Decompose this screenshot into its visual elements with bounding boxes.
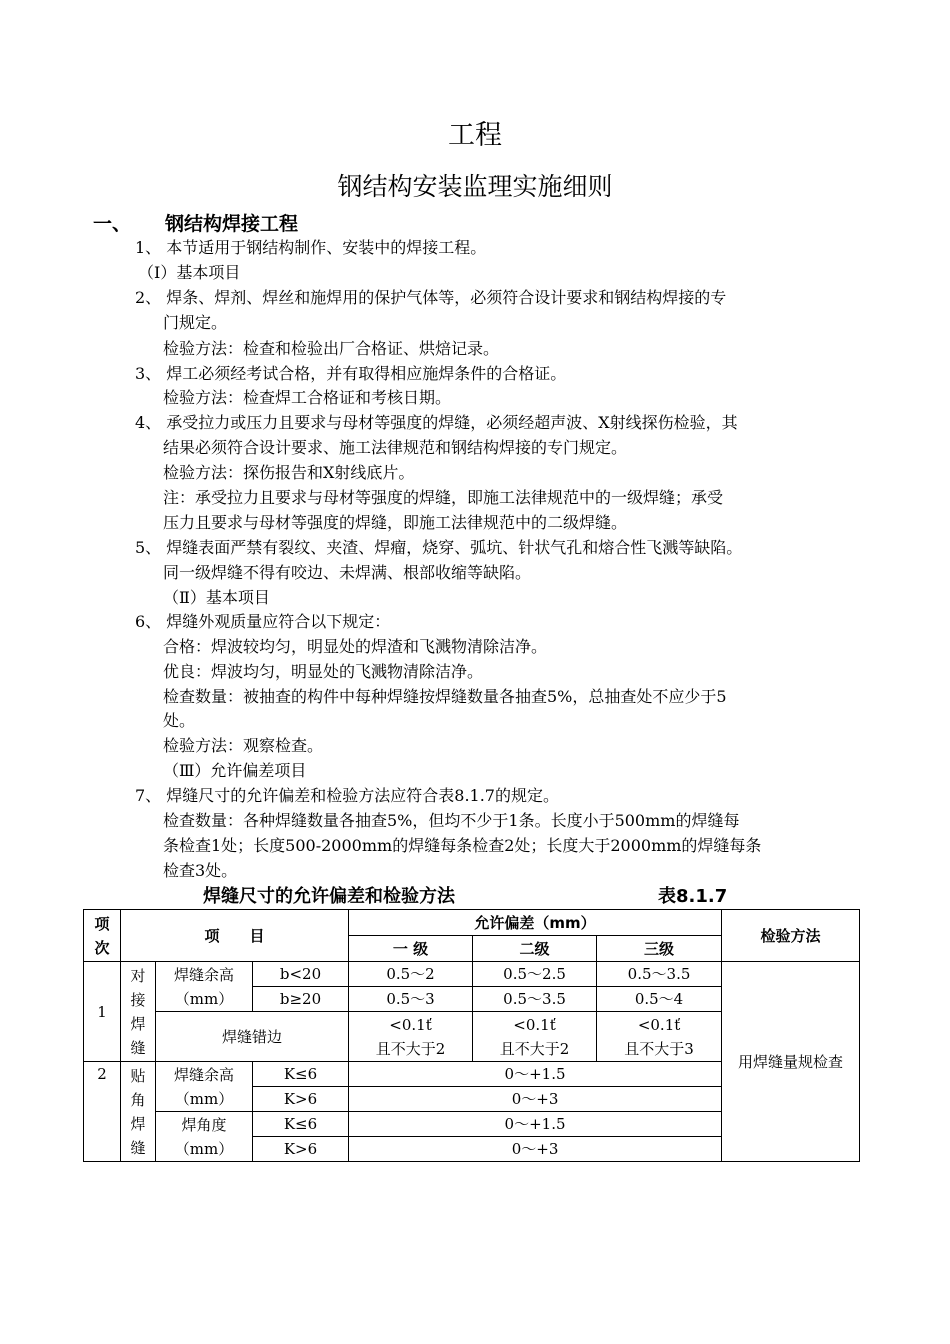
fillet-weld-label: 贴 角 焊 缝	[121, 1062, 156, 1162]
subsection-heading: （Ⅱ）基本项目	[163, 588, 270, 607]
text-line: 4、 承受拉力或压力且要求与母材等强度的焊缝，必须经超声波、X射线探伤检验，其	[135, 413, 738, 432]
fillet-reinforcement-label: 焊缝余高 （mm）	[156, 1062, 253, 1112]
cell-value: 0～+1.5	[349, 1062, 722, 1087]
cell-value: 0.5～2	[349, 962, 473, 987]
cell-value: 0.5～4	[597, 987, 722, 1012]
text-line: 检查数量：各种焊缝数量各抽查5%，但均不少于1条。长度小于500mm的焊缝每	[163, 811, 740, 830]
text-line: 压力且要求与母材等强度的焊缝，即施工法律规范中的二级焊缝。	[163, 513, 628, 532]
header-item: 项 目	[121, 910, 349, 962]
table-caption: 焊缝尺寸的允许偏差和检验方法	[203, 886, 455, 907]
text-line: 3、 焊工必须经考试合格，并有取得相应施焊条件的合格证。	[135, 364, 567, 383]
text-line: 5、 焊缝表面严禁有裂纹、夹渣、焊瘤，烧穿、弧坑、针状气孔和熔合性飞溅等缺陷。	[135, 538, 743, 557]
cell-value: 0.5～2.5	[473, 962, 597, 987]
section-heading	[93, 211, 298, 237]
misalignment-label: 焊缝错边	[156, 1012, 349, 1062]
row-no-2: 2	[84, 1062, 121, 1162]
subsection-heading: （Ⅰ）基本项目	[138, 263, 241, 282]
text-line: 检验方法：探伤报告和X射线底片。	[163, 463, 415, 482]
doc-title: 工程	[448, 120, 502, 151]
cell-value: <0.1ť 且不大于2	[473, 1012, 597, 1062]
text-line: 条检查1处；长度500-2000mm的焊缝每条检查2处；长度大于2000mm的焊缝每条	[163, 836, 762, 855]
text-line: 优良：焊波均匀，明显处的飞溅物清除洁净。	[163, 662, 484, 681]
method-cell: 用焊缝量规检查	[722, 962, 860, 1162]
subsection-heading: （Ⅲ）允许偏差项目	[163, 761, 307, 780]
text-line: 检验方法：观察检查。	[163, 736, 324, 755]
header-tolerance: 允许偏差（mm）	[349, 910, 722, 936]
row-no-1: 1	[84, 962, 121, 1062]
cell-value: 0.5～3	[349, 987, 473, 1012]
text-line: 1、 本节适用于钢结构制作、安装中的焊接工程。	[135, 238, 487, 257]
header-grade-1: 一 级	[349, 936, 473, 962]
text-line: 同一级焊缝不得有咬边、未焊满、根部收缩等缺陷。	[163, 563, 532, 582]
text-line: 6、 焊缝外观质量应符合以下规定：	[135, 612, 391, 631]
cell-value: 0～+1.5	[349, 1112, 722, 1137]
fillet-angle-label: 焊角度 （mm）	[156, 1112, 253, 1162]
header-method: 检验方法	[722, 910, 860, 962]
reinforcement-label: 焊缝余高 （mm）	[156, 962, 253, 1012]
text-line: 检查3处。	[163, 861, 238, 880]
text-line: 合格：焊波较均匀，明显处的焊渣和飞溅物清除洁净。	[163, 637, 548, 656]
cell-value: 0.5～3.5	[473, 987, 597, 1012]
text-line: 处。	[163, 711, 196, 730]
header-no: 项 次	[84, 910, 121, 962]
text-line: 门规定。	[163, 313, 228, 332]
cond-k-gt-6: K>6	[253, 1087, 349, 1112]
cond-b-lt-20: b<20	[253, 962, 349, 987]
butt-weld-label: 对 接 焊 缝	[121, 962, 156, 1062]
cell-value: 0～+3	[349, 1137, 722, 1162]
text-line: 检验方法：检查和检验出厂合格证、烘焙记录。	[163, 339, 500, 358]
text-line: 结果必须符合设计要求、施工法律规范和钢结构焊接的专门规定。	[163, 438, 628, 457]
cond-k-le-6: K≤6	[253, 1112, 349, 1137]
section-title: 钢结构焊接工程	[165, 213, 299, 235]
header-grade-3: 三级	[597, 936, 722, 962]
cond-b-ge-20: b≥20	[253, 987, 349, 1012]
text-line: 注：承受拉力且要求与母材等强度的焊缝，即施工法律规范中的一级焊缝；承受	[163, 488, 724, 507]
cell-value: <0.1ť 且不大于2	[349, 1012, 473, 1062]
tolerance-table	[83, 909, 860, 1162]
text-line: 检验方法：检查焊工合格证和考核日期。	[163, 388, 452, 407]
cell-value: 0～+3	[349, 1087, 722, 1112]
table-number: 表8.1.7	[658, 886, 728, 907]
cond-k-le-6: K≤6	[253, 1062, 349, 1087]
text-line: 7、 焊缝尺寸的允许偏差和检验方法应符合表8.1.7的规定。	[135, 786, 559, 805]
cell-value: 0.5～3.5	[597, 962, 722, 987]
text-line: 2、 焊条、焊剂、焊丝和施焊用的保护气体等，必须符合设计要求和钢结构焊接的专	[135, 288, 727, 307]
text-line: 检查数量：被抽查的构件中每种焊缝按焊缝数量各抽查5%，总抽查处不应少于5	[163, 687, 727, 706]
header-grade-2: 二级	[473, 936, 597, 962]
cell-value: <0.1ť 且不大于3	[597, 1012, 722, 1062]
doc-subtitle: 钢结构安装监理实施细则	[337, 172, 613, 201]
cond-k-gt-6: K>6	[253, 1137, 349, 1162]
section-number: 一、	[93, 213, 132, 235]
